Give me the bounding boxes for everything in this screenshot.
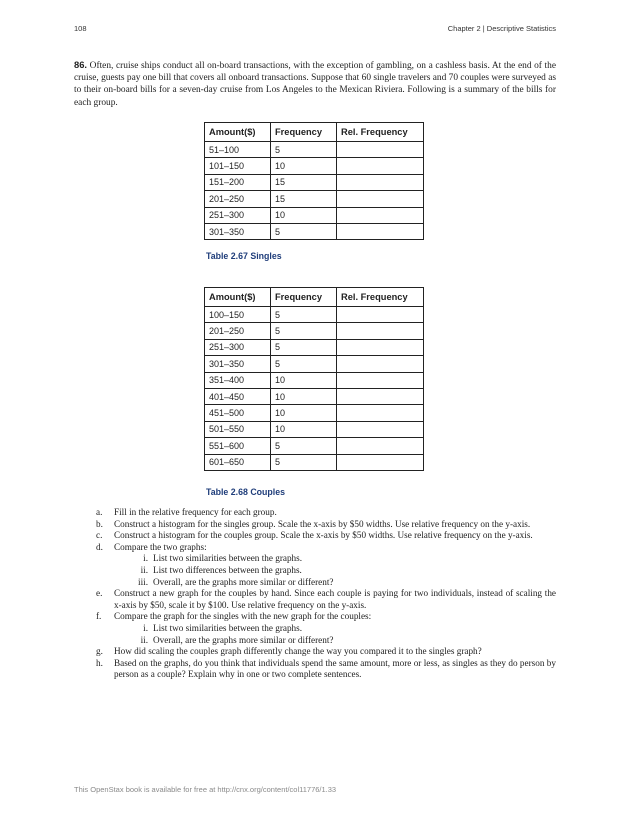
column-header: Amount($) (205, 288, 271, 307)
table-row (205, 223, 424, 239)
frequency-cell: 10 (271, 158, 337, 174)
question-text: Construct a new graph for the couples by hand. Since each couple is paying for two individuals, instead of scaling the x-axis by $50, scale it by $100. Use relative frequency on the y-axis. (114, 588, 556, 610)
frequency-cell: 15 (271, 174, 337, 190)
question-item (96, 519, 556, 531)
table-row (205, 339, 424, 355)
question-item (96, 588, 556, 611)
table-row (205, 372, 424, 388)
table-header-row (205, 288, 424, 307)
amount-cell: 201–250 (205, 191, 271, 207)
page-number: 108 (74, 24, 87, 33)
rel-frequency-cell (337, 339, 424, 355)
sub-question-label: ii. (140, 634, 148, 645)
problem-number: 86. (74, 59, 88, 70)
question-item (96, 507, 556, 519)
table-row (205, 207, 424, 223)
question-label: c. (96, 530, 103, 541)
amount-cell: 301–350 (205, 223, 271, 239)
couples-table-caption: Table 2.68 Couples (206, 487, 286, 497)
table-row (205, 356, 424, 372)
rel-frequency-cell (337, 142, 424, 158)
sub-question-label: i. (143, 622, 148, 633)
amount-cell: 401–450 (205, 388, 271, 404)
rel-frequency-cell (337, 438, 424, 454)
column-header: Rel. Frequency (337, 288, 424, 307)
table-row (205, 158, 424, 174)
sub-question-text: Overall, are the graphs more similar or different? (153, 576, 334, 587)
frequency-cell: 10 (271, 421, 337, 437)
problem-text: Often, cruise ships conduct all on-board transactions, with the exception of gambling, on a cashless basis. At the end of the cruise, guests pay one bill that covers all onboard transactions. Suppose that 60 single travelers and 70 couples were surveyed as to their on-board bills for a seven-day cruise from Los Angeles to the Mexican Riviera. Following is a summary of the bills for each group. (74, 61, 557, 108)
question-item (96, 530, 556, 542)
frequency-cell: 5 (271, 142, 337, 158)
amount-cell: 251–300 (205, 339, 271, 355)
rel-frequency-cell (337, 223, 424, 239)
question-list (96, 507, 556, 681)
rel-frequency-cell (337, 323, 424, 339)
chapter-title: Chapter 2 | Descriptive Statistics (447, 24, 556, 33)
question-text: How did scaling the couples graph differently change the way you compared it to the singles graph? (114, 646, 482, 657)
sub-question-item (96, 553, 556, 565)
rel-frequency-cell (337, 388, 424, 404)
question-item (96, 611, 556, 623)
question-text: Construct a histogram for the singles group. Scale the x-axis by $50 widths. Use relative frequency on the y-axis. (114, 518, 531, 529)
sub-question-item (96, 565, 556, 577)
question-text: Compare the graph for the singles with the new graph for the couples: (114, 611, 372, 622)
sub-question-text: List two similarities between the graphs. (153, 622, 303, 633)
sub-question-label: iii. (138, 576, 148, 587)
singles-table (204, 122, 424, 240)
question-item (96, 658, 556, 681)
table-row (205, 307, 424, 323)
sub-question-text: List two similarities between the graphs. (153, 553, 303, 564)
sub-question-label: i. (143, 553, 148, 564)
amount-cell: 601–650 (205, 454, 271, 470)
amount-cell: 201–250 (205, 323, 271, 339)
amount-cell: 101–150 (205, 158, 271, 174)
rel-frequency-cell (337, 372, 424, 388)
frequency-cell: 5 (271, 223, 337, 239)
column-header: Rel. Frequency (337, 123, 424, 142)
question-text: Compare the two graphs: (114, 541, 207, 552)
sub-question-item (96, 635, 556, 647)
table-row (205, 405, 424, 421)
frequency-cell: 5 (271, 323, 337, 339)
amount-cell: 100–150 (205, 307, 271, 323)
question-label: h. (96, 657, 103, 668)
question-label: a. (96, 507, 103, 517)
table-row (205, 142, 424, 158)
question-text: Fill in the relative frequency for each group. (114, 507, 277, 517)
question-item (96, 542, 556, 554)
question-label: f. (96, 611, 102, 622)
amount-cell: 451–500 (205, 405, 271, 421)
amount-cell: 151–200 (205, 174, 271, 190)
question-label: e. (96, 588, 103, 599)
table-row (205, 388, 424, 404)
sub-question-label: ii. (140, 564, 148, 575)
frequency-cell: 10 (271, 372, 337, 388)
frequency-cell: 10 (271, 405, 337, 421)
frequency-cell: 5 (271, 454, 337, 470)
couples-table (204, 287, 424, 471)
column-header: Amount($) (205, 123, 271, 142)
frequency-cell: 10 (271, 207, 337, 223)
amount-cell: 551–600 (205, 438, 271, 454)
frequency-cell: 5 (271, 339, 337, 355)
question-label: b. (96, 518, 103, 529)
table-row (205, 323, 424, 339)
rel-frequency-cell (337, 405, 424, 421)
rel-frequency-cell (337, 191, 424, 207)
rel-frequency-cell (337, 307, 424, 323)
amount-cell: 351–400 (205, 372, 271, 388)
question-label: g. (96, 646, 103, 657)
frequency-cell: 5 (271, 356, 337, 372)
table-row (205, 174, 424, 190)
sub-question-text: List two differences between the graphs. (153, 564, 302, 575)
question-text: Construct a histogram for the couples group. Scale the x-axis by $50 widths. Use relative frequency on the y-axis. (114, 530, 533, 541)
sub-question-item (96, 577, 556, 589)
amount-cell: 501–550 (205, 421, 271, 437)
frequency-cell: 5 (271, 307, 337, 323)
amount-cell: 251–300 (205, 207, 271, 223)
table-row (205, 421, 424, 437)
rel-frequency-cell (337, 174, 424, 190)
rel-frequency-cell (337, 421, 424, 437)
singles-table-caption: Table 2.67 Singles (206, 251, 282, 261)
amount-cell: 301–350 (205, 356, 271, 372)
table-row (205, 438, 424, 454)
frequency-cell: 15 (271, 191, 337, 207)
amount-cell: 51–100 (205, 142, 271, 158)
column-header: Frequency (271, 288, 337, 307)
frequency-cell: 5 (271, 438, 337, 454)
problem-statement (74, 59, 556, 109)
rel-frequency-cell (337, 356, 424, 372)
table-row (205, 454, 424, 470)
rel-frequency-cell (337, 158, 424, 174)
frequency-cell: 10 (271, 388, 337, 404)
question-label: d. (96, 541, 103, 552)
table-header-row (205, 123, 424, 142)
sub-question-text: Overall, are the graphs more similar or different? (153, 634, 334, 645)
question-item (96, 646, 556, 658)
page-footer: This OpenStax book is available for free at http://cnx.org/content/col11776/1.33 (74, 785, 337, 794)
question-text: Based on the graphs, do you think that individuals spend the same amount, more or less, as singles as they do person by person as a couple? Explain why in one or two complete sentences. (114, 657, 556, 680)
rel-frequency-cell (337, 207, 424, 223)
table-row (205, 191, 424, 207)
sub-question-item (96, 623, 556, 635)
column-header: Frequency (271, 123, 337, 142)
rel-frequency-cell (337, 454, 424, 470)
